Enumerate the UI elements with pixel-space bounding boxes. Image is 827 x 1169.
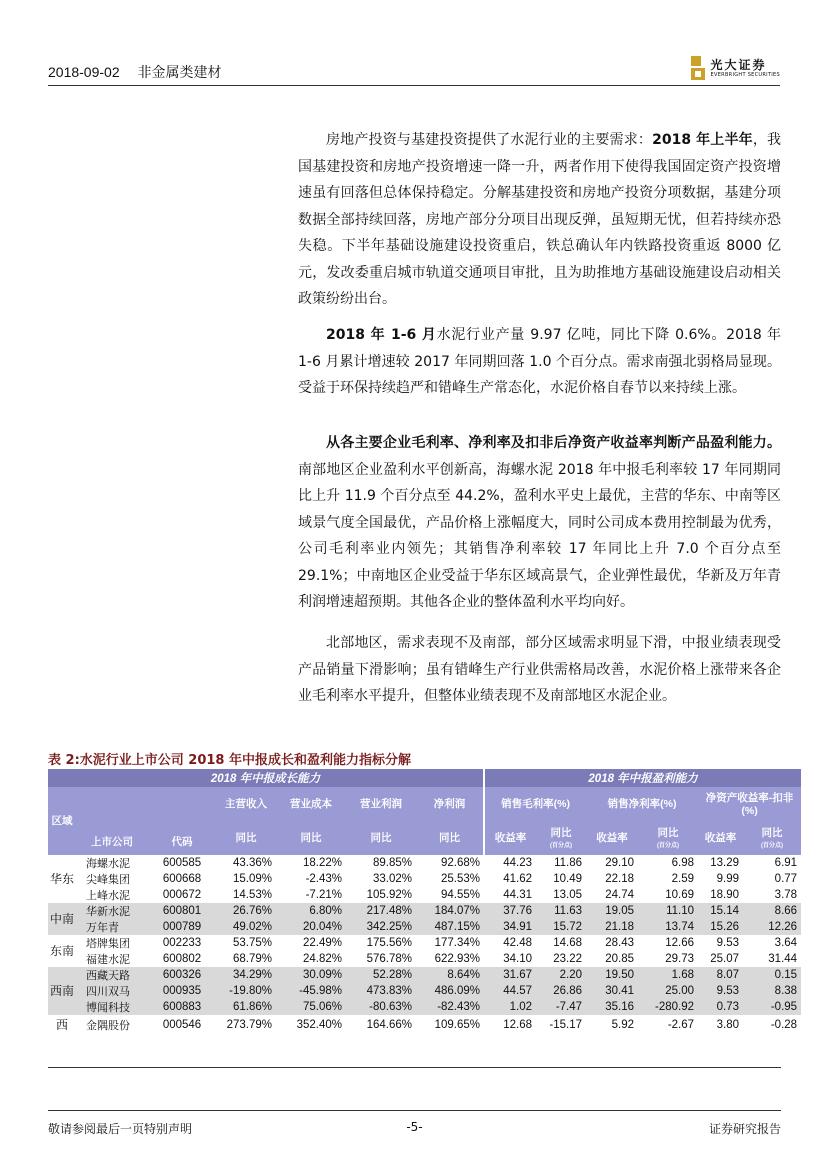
company-name: 金隅股份 xyxy=(86,1019,130,1032)
cell-net: 184.07% xyxy=(416,903,484,919)
brand-logo xyxy=(691,56,780,80)
region-cell: 华东 xyxy=(49,872,74,886)
company-name: 博闻科技 xyxy=(76,999,148,1015)
company-name: 上峰水泥 xyxy=(86,889,130,902)
cell-nmy: 12.66 xyxy=(665,937,695,949)
cell-op: 576.78% xyxy=(366,953,412,965)
sub-rev-yoy: 同比 xyxy=(216,819,276,855)
cell-gmy: -7.47 xyxy=(536,999,586,1015)
table-row xyxy=(48,935,801,951)
cell-op: 52.28% xyxy=(346,967,416,983)
cell-op: 342.25% xyxy=(346,919,416,935)
cell-code: 002233 xyxy=(162,937,202,949)
cell-roey: 6.91 xyxy=(774,857,798,869)
cell-gm: 12.68 xyxy=(503,1019,533,1031)
p1-bold: 2018 年上半年 xyxy=(652,132,753,148)
cell-gm: 34.91 xyxy=(484,919,536,935)
table-row xyxy=(48,983,801,999)
logo-icon xyxy=(691,56,705,80)
table-row xyxy=(48,887,801,903)
cell-nm: 30.41 xyxy=(586,983,638,999)
sub-nm-yoy: 同比 (百分点) xyxy=(638,819,698,855)
cell-cost: 30.09% xyxy=(276,967,346,983)
cell-roe: 9.99 xyxy=(716,873,740,885)
cell-code: 000672 xyxy=(162,889,202,901)
cell-gm: 44.57 xyxy=(484,983,536,999)
cell-code: 600326 xyxy=(148,967,216,983)
cell-op: 89.85% xyxy=(372,857,412,869)
col-rev: 主营收入 xyxy=(216,787,276,819)
p1-lead: 房地产投资与基建投资提供了水泥行业的主要需求： xyxy=(326,132,653,148)
col-opprofit: 营业利润 xyxy=(346,787,416,819)
p2-body: 水泥行业产量 9.97 亿吨，同比下降 0.6%。2018 年 1-6 月累计增速较 2017 年同期回落 1.0 个百分点。需求南强北弱格局显现。受益于环保持续趋严和错峰生产常态化，水泥价格自春节以来持续上涨。 xyxy=(298,327,781,396)
sub-net-yoy: 同比 xyxy=(416,819,484,855)
cell-roey: 31.44 xyxy=(768,953,798,965)
cell-cost: -45.98% xyxy=(276,983,346,999)
sub-cost-yoy: 同比 xyxy=(276,819,346,855)
cell-gmy: 10.49 xyxy=(553,873,583,885)
region-cell: 西南 xyxy=(48,967,76,1015)
footer-report-type: 证券研究报告 xyxy=(708,1122,781,1136)
col-code: 代码 xyxy=(148,787,216,855)
cell-gmy: 26.86 xyxy=(536,983,586,999)
col-net: 净利润 xyxy=(416,787,484,819)
table-group-header xyxy=(48,769,801,787)
footer-page-number: -5- xyxy=(406,1120,423,1134)
cell-op: 175.56% xyxy=(366,937,412,949)
cell-roey: 12.26 xyxy=(743,919,801,935)
cell-rev: 15.09% xyxy=(232,873,272,885)
group-growth: 2018 年中报成长能力 xyxy=(48,769,484,787)
cell-roe: 8.07 xyxy=(698,967,743,983)
cell-net: 487.15% xyxy=(416,919,484,935)
cell-roe: 9.53 xyxy=(698,983,743,999)
cell-rev: 34.29% xyxy=(216,967,276,983)
cell-gmy: 14.68 xyxy=(553,937,583,949)
table-row xyxy=(48,967,801,983)
cell-roe: 0.73 xyxy=(698,999,743,1015)
table-row xyxy=(48,903,801,919)
cell-roey: 3.78 xyxy=(774,889,798,901)
paragraph-1 xyxy=(298,127,781,313)
cell-op: 105.92% xyxy=(366,889,412,901)
cell-nm: 5.92 xyxy=(611,1019,635,1031)
cell-op: 473.83% xyxy=(346,983,416,999)
cell-roe: 15.26 xyxy=(698,919,743,935)
company-name: 福建水泥 xyxy=(86,953,130,966)
page-header xyxy=(48,56,780,84)
table-row xyxy=(48,951,801,967)
cell-net: 8.64% xyxy=(416,967,484,983)
company-name: 华新水泥 xyxy=(76,903,148,919)
table-row xyxy=(48,855,801,871)
cell-cost: 6.80% xyxy=(276,903,346,919)
sub-roe-rate: 收益率 xyxy=(698,819,743,855)
cell-nmy: -280.92 xyxy=(638,999,698,1015)
cell-cost: 24.82% xyxy=(302,953,342,965)
paragraph-2 xyxy=(298,322,781,402)
cell-cost: 22.49% xyxy=(302,937,342,949)
cell-op: 164.66% xyxy=(366,1019,412,1031)
cell-roey: 8.66 xyxy=(743,903,801,919)
paragraph-3 xyxy=(298,430,781,616)
cell-nmy: 11.10 xyxy=(638,903,698,919)
cell-gmy: -15.17 xyxy=(549,1019,583,1031)
logo-cn: 光大证券 xyxy=(710,57,767,72)
col-nm: 销售净利率(%) xyxy=(586,787,698,819)
p2-bold: 2018 年 1-6 月 xyxy=(326,327,437,343)
cell-net: 177.34% xyxy=(434,937,481,949)
cell-nmy: 10.69 xyxy=(665,889,695,901)
cell-code: 600801 xyxy=(148,903,216,919)
cell-rev: 43.36% xyxy=(232,857,272,869)
cell-roe: 25.07 xyxy=(710,953,740,965)
cell-nm: 20.85 xyxy=(605,953,635,965)
cell-code: 000546 xyxy=(162,1019,202,1031)
cell-op: 33.02% xyxy=(372,873,412,885)
cell-roe: 9.53 xyxy=(716,937,740,949)
p3-bold: 从各主要企业毛利率、净利率及扣非后净资产收益率判断产品盈利能力。 xyxy=(326,435,781,451)
table-row xyxy=(48,999,801,1015)
cell-gm: 42.48 xyxy=(503,937,533,949)
cell-rev: 53.75% xyxy=(232,937,272,949)
cell-code: 000789 xyxy=(148,919,216,935)
table-bottom-rule xyxy=(48,1067,781,1068)
table-row xyxy=(48,1015,801,1035)
cell-rev: 273.79% xyxy=(226,1019,272,1031)
cell-nmy: 1.68 xyxy=(638,967,698,983)
cell-nm: 35.16 xyxy=(586,999,638,1015)
col-company: 上市公司 xyxy=(76,787,148,855)
table-row xyxy=(48,871,801,887)
cell-nmy: 13.74 xyxy=(638,919,698,935)
header-category: 非金属类建材 xyxy=(137,64,222,80)
paragraph-4 xyxy=(298,630,781,710)
cell-gm: 31.67 xyxy=(484,967,536,983)
cell-gmy: 15.72 xyxy=(536,919,586,935)
cell-gm: 34.10 xyxy=(503,953,533,965)
region-cell: 中南 xyxy=(48,903,76,935)
cell-rev: 14.53% xyxy=(232,889,272,901)
cell-cost: 20.04% xyxy=(276,919,346,935)
region-cell: 西 xyxy=(55,1018,68,1032)
cell-net: -82.43% xyxy=(416,999,484,1015)
header-text xyxy=(48,62,236,82)
table-row xyxy=(48,919,801,935)
cell-gm: 1.02 xyxy=(484,999,536,1015)
cell-nm: 28.43 xyxy=(605,937,635,949)
cell-net: 109.65% xyxy=(434,1019,481,1031)
cell-nmy: 29.73 xyxy=(665,953,695,965)
cell-roey: 8.38 xyxy=(743,983,801,999)
p4-body: 北部地区，需求表现不及南部，部分区域需求明显下滑，中报业绩表现受产品销量下滑影响；虽有错峰生产行业供需格局改善，水泥价格上涨带来各企业毛利率水平提升，但整体业绩表现不及南部地区水泥企业。 xyxy=(298,635,781,704)
cell-roey: -0.28 xyxy=(770,1019,798,1031)
p1-body: ，我国基建投资和房地产投资增速一降一升，两者作用下使得我国固定资产投资增速虽有回落但总体保持稳定。分解基建投资和房地产投资分项数据，基建分项数据全部持续回落，房地产部分分项目出现反弹，虽短期无忧，但若持续亦恐失稳。下半年基础设施建设投资重启，铁总确认年内铁路投资重返 8000 亿元，发改委重启城市轨道交通项目审批，且为助推地方基础设施建设启动相关政策纷纷出台。 xyxy=(298,132,782,307)
sub-nm-rate: 收益率 xyxy=(586,819,638,855)
cell-rev: 49.02% xyxy=(216,919,276,935)
sub-gm-yoy: 同比 (百分点) xyxy=(536,819,586,855)
cell-gm: 37.76 xyxy=(484,903,536,919)
region-cell: 东南 xyxy=(49,944,74,958)
cell-nm: 19.50 xyxy=(586,967,638,983)
cell-gm: 44.23 xyxy=(503,857,533,869)
cell-nm: 29.10 xyxy=(605,857,635,869)
cell-net: 92.68% xyxy=(441,857,481,869)
cell-nm: 24.74 xyxy=(605,889,635,901)
header-date: 2018-09-02 xyxy=(48,64,120,80)
cell-nmy: 2.59 xyxy=(671,873,695,885)
cell-nm: 19.05 xyxy=(586,903,638,919)
cell-nm: 21.18 xyxy=(586,919,638,935)
cell-net: 25.53% xyxy=(441,873,481,885)
cell-cost: 352.40% xyxy=(296,1019,342,1031)
logo-en: EVERBRIGHT SECURITIES xyxy=(710,71,780,78)
header-rule xyxy=(48,85,780,86)
company-name: 四川双马 xyxy=(76,983,148,999)
cell-code: 000935 xyxy=(148,983,216,999)
company-name: 西藏天路 xyxy=(76,967,148,983)
cell-rev: 68.79% xyxy=(232,953,272,965)
col-opcost: 营业成本 xyxy=(276,787,346,819)
sub-op-yoy: 同比 xyxy=(346,819,416,855)
cell-nmy: 25.00 xyxy=(638,983,698,999)
footer-disclaimer: 敬请参阅最后一页特别声明 xyxy=(48,1122,193,1136)
sub-roe-yoy: 同比 (百分点) xyxy=(743,819,801,855)
cell-nm: 22.18 xyxy=(605,873,635,885)
table-col-header xyxy=(48,787,801,819)
company-name: 万年青 xyxy=(76,919,148,935)
cell-gm: 44.31 xyxy=(503,889,533,901)
cell-code: 600802 xyxy=(162,953,202,965)
cell-roey: -0.95 xyxy=(743,999,801,1015)
cell-op: 217.48% xyxy=(346,903,416,919)
col-region: 区域 xyxy=(48,787,76,855)
cell-cost: 75.06% xyxy=(276,999,346,1015)
group-profit: 2018 年中报盈利能力 xyxy=(484,769,801,787)
cell-nmy: -2.67 xyxy=(667,1019,695,1031)
cell-gmy: 2.20 xyxy=(536,967,586,983)
cell-roe: 3.80 xyxy=(716,1019,740,1031)
table-title: 表 2:水泥行业上市公司 2018 年中报成长和盈利能力指标分解 xyxy=(48,753,412,768)
cell-cost: 18.22% xyxy=(302,857,342,869)
cell-roey: 0.77 xyxy=(774,873,798,885)
company-name: 尖峰集团 xyxy=(86,873,130,886)
cell-op: -80.63% xyxy=(346,999,416,1015)
p3-body: 南部地区企业盈利水平创新高，海螺水泥 2018 年中报毛利率较 17 年同期同比上升 11.9 个百分点至 44.2%，盈利水平史上最优，主营的华东、中南等区域景气度全国最优，产品价格上涨幅度大，同时公司成本费用控制最为优秀，公司毛利率业内领先；其销售净利率较 17 年同比上升 7.0 个百分点至 29.1%；中南地区企业受益于华东区域高景气，企业弹性最优，华新及万年青利润增速超预期。其他各企业的整体盈利水平均向好。 xyxy=(298,461,781,610)
cell-gmy: 11.86 xyxy=(554,857,583,869)
cell-net: 94.55% xyxy=(441,889,481,901)
cell-gm: 41.62 xyxy=(503,873,533,885)
cell-rev: 26.76% xyxy=(216,903,276,919)
sub-gm-rate: 收益率 xyxy=(484,819,536,855)
cell-gmy: 11.63 xyxy=(536,903,586,919)
cell-nmy: 6.98 xyxy=(671,857,695,869)
cell-net: 622.93% xyxy=(434,953,481,965)
cell-gmy: 13.05 xyxy=(553,889,583,901)
cell-roe: 15.14 xyxy=(698,903,743,919)
indicator-table xyxy=(48,769,798,1035)
footer-rule xyxy=(48,1110,781,1111)
cell-rev: 61.86% xyxy=(216,999,276,1015)
cell-net: 486.09% xyxy=(416,983,484,999)
cell-roe: 18.90 xyxy=(710,889,740,901)
cell-roe: 13.29 xyxy=(710,857,740,869)
col-roe: 净资产收益率-扣非(%) xyxy=(698,787,801,819)
cell-roey: 0.15 xyxy=(743,967,801,983)
cell-code: 600585 xyxy=(162,857,202,869)
cell-cost: -2.43% xyxy=(305,873,342,885)
cell-code: 600668 xyxy=(162,873,202,885)
company-name: 塔牌集团 xyxy=(86,937,130,950)
col-gm: 销售毛利率(%) xyxy=(484,787,586,819)
cell-gmy: 23.22 xyxy=(553,953,583,965)
company-name: 海螺水泥 xyxy=(86,857,130,870)
cell-rev: -19.80% xyxy=(216,983,276,999)
cell-cost: -7.21% xyxy=(305,889,342,901)
cell-roey: 3.64 xyxy=(774,937,798,949)
cell-code: 600883 xyxy=(148,999,216,1015)
